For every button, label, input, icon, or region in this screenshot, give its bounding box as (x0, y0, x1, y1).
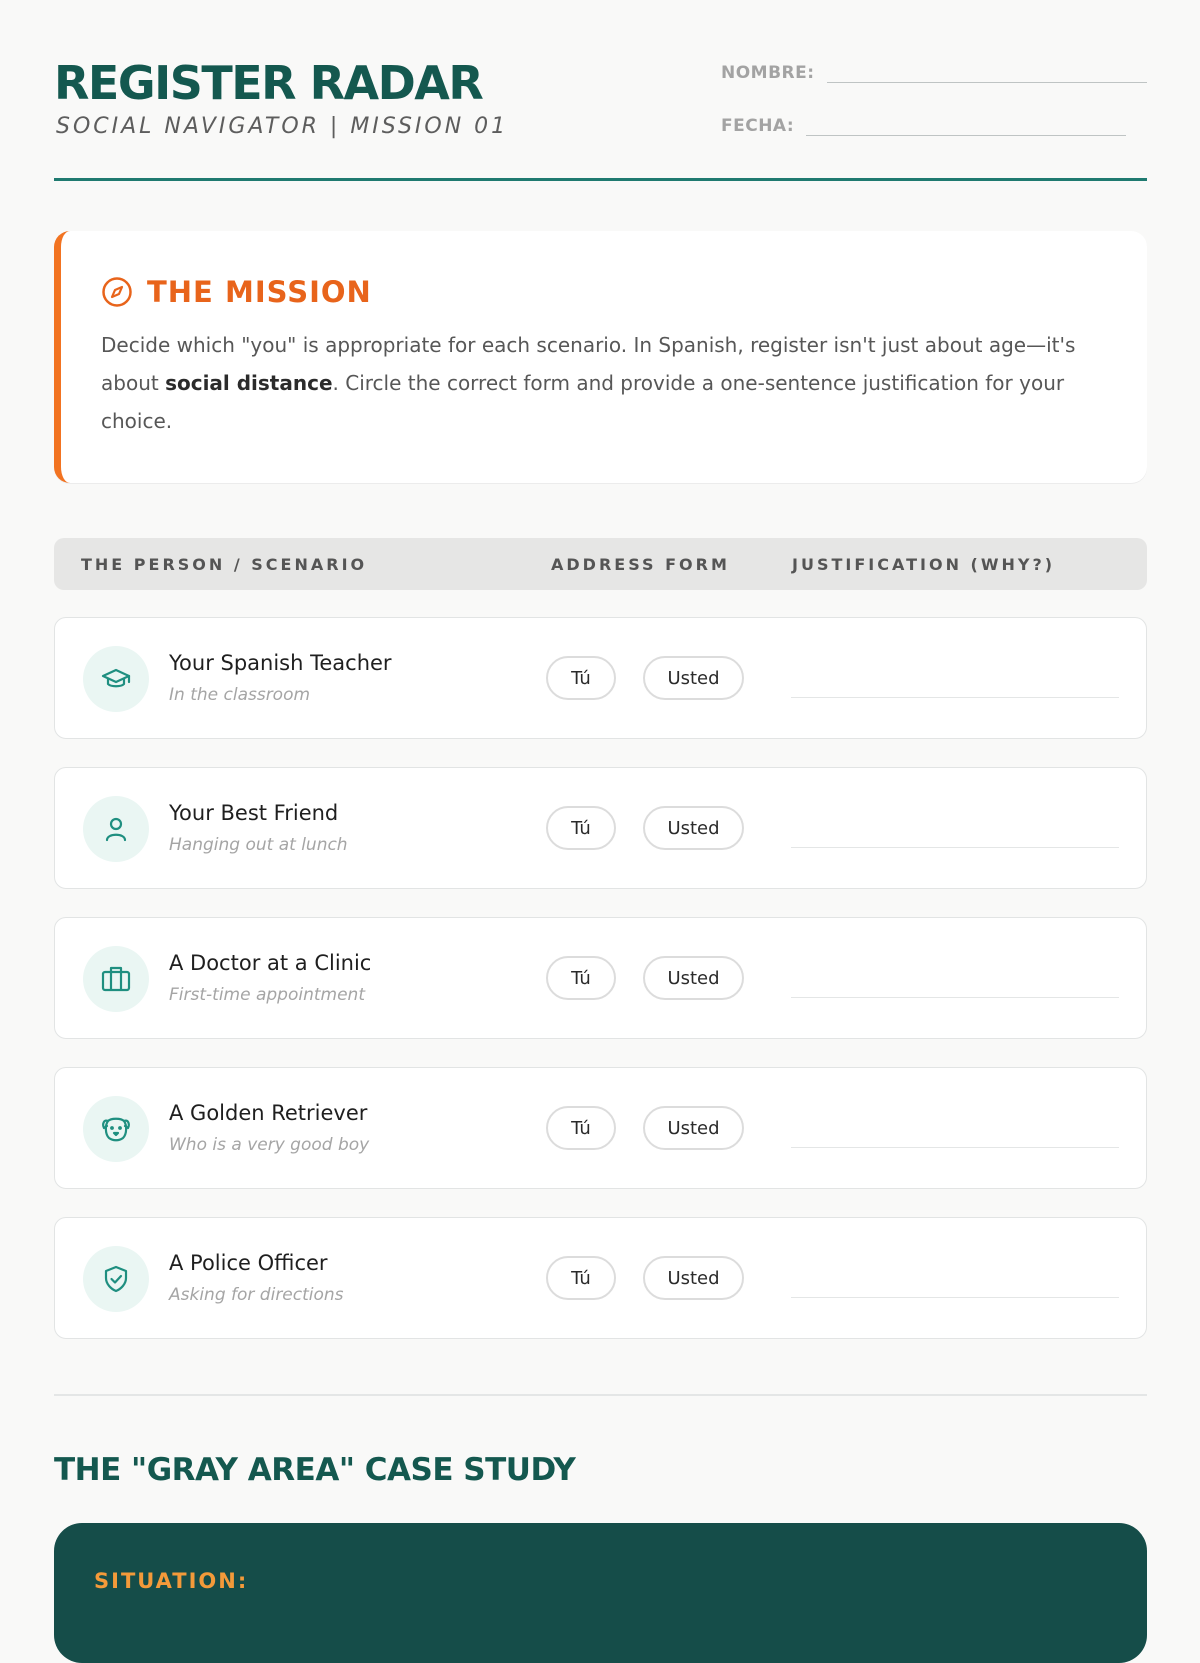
row-subtitle: In the classroom (169, 685, 311, 705)
table-header (54, 538, 1147, 590)
tu-option[interactable]: Tú (546, 806, 616, 850)
graduation-cap-icon (83, 646, 149, 712)
row-title: A Doctor at a Clinic (169, 951, 372, 975)
tu-option[interactable]: Tú (546, 656, 616, 700)
header-address-form: ADDRESS FORM (551, 555, 730, 574)
table-row (54, 917, 1147, 1039)
shield-check-icon (83, 1246, 149, 1312)
name-field[interactable] (721, 62, 1147, 83)
row-title: Your Spanish Teacher (169, 651, 392, 675)
row-subtitle: Who is a very good boy (169, 1135, 370, 1155)
justification-line[interactable] (791, 847, 1119, 848)
row-subtitle: First-time appointment (169, 985, 365, 1005)
justification-line[interactable] (791, 1147, 1119, 1148)
situation-label: SITUATION: (94, 1569, 249, 1593)
briefcase-icon (83, 946, 149, 1012)
justification-line[interactable] (791, 997, 1119, 998)
name-line[interactable] (827, 62, 1147, 83)
mission-text (101, 326, 1111, 440)
mission-card (54, 231, 1147, 483)
tu-option[interactable]: Tú (546, 956, 616, 1000)
row-subtitle: Hanging out at lunch (169, 835, 348, 855)
tu-option[interactable]: Tú (546, 1256, 616, 1300)
header-person: THE PERSON / SCENARIO (81, 555, 368, 574)
mission-title: THE MISSION (147, 275, 372, 309)
usted-option[interactable]: Usted (643, 1106, 744, 1150)
page-subtitle: SOCIAL NAVIGATOR | MISSION 01 (56, 114, 509, 139)
case-study-title: THE "GRAY AREA" CASE STUDY (54, 1452, 576, 1488)
case-study-box (54, 1523, 1147, 1663)
justification-line[interactable] (791, 1297, 1119, 1298)
table-row (54, 1217, 1147, 1339)
date-label: FECHA: (721, 116, 795, 136)
justification-line[interactable] (791, 697, 1119, 698)
compass-icon (101, 276, 133, 308)
section-divider (54, 1394, 1147, 1396)
row-title: A Golden Retriever (169, 1101, 368, 1125)
page-title: REGISTER RADAR (54, 56, 483, 110)
row-subtitle: Asking for directions (169, 1285, 344, 1305)
usted-option[interactable]: Usted (643, 656, 744, 700)
usted-option[interactable]: Usted (643, 1256, 744, 1300)
row-title: Your Best Friend (169, 801, 339, 825)
table-row (54, 767, 1147, 889)
header-justification: JUSTIFICATION (WHY?) (792, 555, 1056, 574)
row-title: A Police Officer (169, 1251, 328, 1275)
usted-option[interactable]: Usted (643, 806, 744, 850)
mission-text-part: Decide which "you" is appropriate for each scenario. In Spanish, register isn't just about age—it's about (101, 333, 1076, 395)
name-label: NOMBRE: (721, 63, 815, 83)
mission-text-bold: social distance (165, 371, 333, 395)
date-line[interactable] (806, 115, 1126, 136)
usted-option[interactable]: Usted (643, 956, 744, 1000)
user-icon (83, 796, 149, 862)
date-field[interactable] (721, 115, 1126, 136)
table-row (54, 1067, 1147, 1189)
dog-icon (83, 1096, 149, 1162)
table-row (54, 617, 1147, 739)
tu-option[interactable]: Tú (546, 1106, 616, 1150)
page-header (54, 0, 1147, 181)
mission-text-part: . Circle the correct form and provide a one-sentence justification for your choice. (101, 371, 1065, 433)
